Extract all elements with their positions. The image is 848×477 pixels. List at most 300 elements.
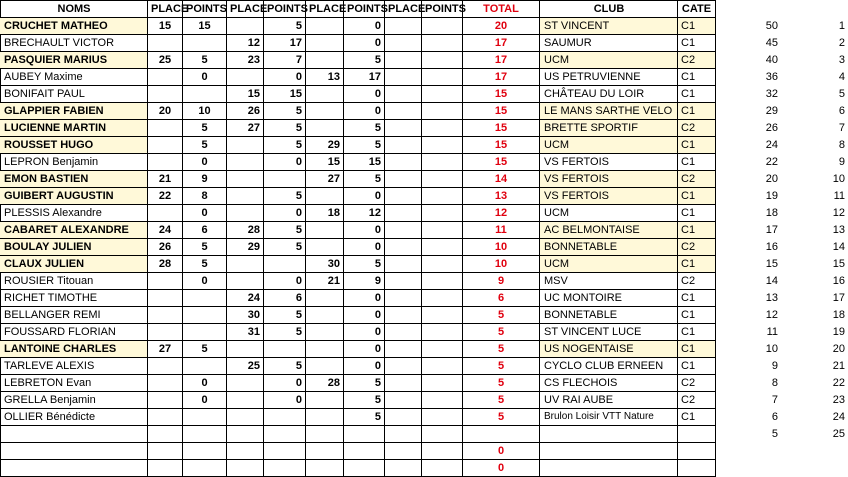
rank-points-cell[interactable]: 8 <box>771 377 778 389</box>
club-cell[interactable]: CHÂTEAU DU LOIR <box>540 86 678 103</box>
total-cell[interactable]: 5 <box>463 324 540 341</box>
club-cell[interactable] <box>540 460 678 477</box>
place-1-cell[interactable] <box>148 426 183 443</box>
name-cell[interactable]: ROUSSET HUGO <box>0 137 148 154</box>
points-4-cell[interactable] <box>422 460 463 477</box>
rank-number-cell[interactable]: 13 <box>832 224 845 236</box>
header-points-2[interactable]: POINTS <box>264 1 306 18</box>
rank-points-cell[interactable]: 16 <box>765 241 778 253</box>
place-4-cell[interactable] <box>385 103 422 120</box>
rank-points-cell[interactable]: 29 <box>765 105 778 117</box>
cate-cell[interactable]: C1 <box>678 188 716 205</box>
rank-points-cell[interactable]: 15 <box>765 258 778 270</box>
club-cell[interactable]: CYCLO CLUB ERNEEN <box>540 358 678 375</box>
place-2-cell[interactable] <box>227 426 264 443</box>
place-4-cell[interactable] <box>385 273 422 290</box>
points-1-cell[interactable] <box>183 358 227 375</box>
cate-cell[interactable]: C1 <box>678 18 716 35</box>
rank-points-cell[interactable]: 6 <box>771 411 778 423</box>
points-4-cell[interactable] <box>422 137 463 154</box>
place-1-cell[interactable] <box>148 409 183 426</box>
club-cell[interactable] <box>540 426 678 443</box>
rank-number-cell[interactable]: 11 <box>833 190 845 202</box>
cate-cell[interactable]: C1 <box>678 137 716 154</box>
place-2-cell[interactable] <box>227 69 264 86</box>
total-cell[interactable]: 9 <box>463 273 540 290</box>
place-3-cell[interactable] <box>306 188 344 205</box>
rank-number-cell[interactable]: 24 <box>832 411 845 423</box>
rank-number-cell[interactable]: 2 <box>838 37 845 49</box>
club-cell[interactable]: BONNETABLE <box>540 239 678 256</box>
name-cell[interactable]: EMON BASTIEN <box>0 171 148 188</box>
points-1-cell[interactable]: 9 <box>183 171 227 188</box>
points-2-cell[interactable]: 5 <box>264 137 306 154</box>
name-cell[interactable]: GRELLA Benjamin <box>0 392 148 409</box>
points-2-cell[interactable]: 5 <box>264 188 306 205</box>
place-4-cell[interactable] <box>385 86 422 103</box>
rank-number-cell[interactable]: 4 <box>838 71 845 83</box>
points-2-cell[interactable] <box>264 460 306 477</box>
points-1-cell[interactable]: 5 <box>183 341 227 358</box>
header-club[interactable]: CLUB <box>540 1 678 18</box>
points-3-cell[interactable] <box>344 460 385 477</box>
name-cell[interactable]: BELLANGER REMI <box>0 307 148 324</box>
rank-points-cell[interactable]: 45 <box>765 37 778 49</box>
place-4-cell[interactable] <box>385 18 422 35</box>
rank-number-cell[interactable]: 3 <box>838 54 845 66</box>
cate-cell[interactable]: C1 <box>678 35 716 52</box>
points-1-cell[interactable]: 0 <box>183 375 227 392</box>
place-2-cell[interactable]: 15 <box>227 86 264 103</box>
total-cell[interactable]: 12 <box>463 205 540 222</box>
points-3-cell[interactable]: 0 <box>344 86 385 103</box>
points-1-cell[interactable]: 0 <box>183 154 227 171</box>
place-2-cell[interactable] <box>227 409 264 426</box>
place-4-cell[interactable] <box>385 341 422 358</box>
place-2-cell[interactable] <box>227 392 264 409</box>
points-2-cell[interactable] <box>264 341 306 358</box>
club-cell[interactable]: AC BELMONTAISE <box>540 222 678 239</box>
name-cell[interactable]: CABARET ALEXANDRE <box>0 222 148 239</box>
rank-points-cell[interactable]: 24 <box>765 139 778 151</box>
cate-cell[interactable]: C1 <box>678 358 716 375</box>
place-4-cell[interactable] <box>385 35 422 52</box>
place-1-cell[interactable] <box>148 35 183 52</box>
place-1-cell[interactable] <box>148 460 183 477</box>
name-cell[interactable]: FOUSSARD FLORIAN <box>0 324 148 341</box>
points-3-cell[interactable]: 12 <box>344 205 385 222</box>
rank-number-cell[interactable]: 6 <box>838 105 845 117</box>
points-1-cell[interactable]: 0 <box>183 392 227 409</box>
place-1-cell[interactable]: 26 <box>148 239 183 256</box>
rank-points-cell[interactable] <box>716 460 781 477</box>
points-3-cell[interactable]: 0 <box>344 18 385 35</box>
place-4-cell[interactable] <box>385 69 422 86</box>
name-cell[interactable]: OLLIER Bénédicte <box>0 409 148 426</box>
points-3-cell[interactable]: 0 <box>344 341 385 358</box>
name-cell[interactable]: PLESSIS Alexandre <box>0 205 148 222</box>
points-3-cell[interactable]: 17 <box>344 69 385 86</box>
place-4-cell[interactable] <box>385 154 422 171</box>
points-1-cell[interactable] <box>183 409 227 426</box>
club-cell[interactable]: LE MANS SARTHE VELO <box>540 103 678 120</box>
rank-number-cell[interactable]: 20 <box>832 343 845 355</box>
points-2-cell[interactable]: 5 <box>264 324 306 341</box>
rank-points-cell[interactable]: 12 <box>765 309 778 321</box>
points-2-cell[interactable]: 5 <box>264 358 306 375</box>
place-2-cell[interactable] <box>227 375 264 392</box>
place-2-cell[interactable]: 26 <box>227 103 264 120</box>
place-1-cell[interactable]: 24 <box>148 222 183 239</box>
rank-points-cell[interactable]: 26 <box>765 122 778 134</box>
place-3-cell[interactable]: 29 <box>306 137 344 154</box>
name-cell[interactable]: AUBEY Maxime <box>0 69 148 86</box>
place-4-cell[interactable] <box>385 188 422 205</box>
points-3-cell[interactable]: 5 <box>344 392 385 409</box>
place-1-cell[interactable] <box>148 324 183 341</box>
cate-cell[interactable]: C1 <box>678 409 716 426</box>
points-4-cell[interactable] <box>422 171 463 188</box>
cate-cell[interactable]: C2 <box>678 239 716 256</box>
points-3-cell[interactable]: 15 <box>344 154 385 171</box>
total-cell[interactable]: 5 <box>463 341 540 358</box>
header-points-3[interactable]: POINTS <box>344 1 385 18</box>
total-cell[interactable]: 15 <box>463 86 540 103</box>
place-3-cell[interactable] <box>306 460 344 477</box>
place-2-cell[interactable]: 30 <box>227 307 264 324</box>
points-2-cell[interactable]: 17 <box>264 35 306 52</box>
points-1-cell[interactable]: 5 <box>183 52 227 69</box>
rank-points-cell[interactable]: 9 <box>771 360 778 372</box>
rank-number-cell[interactable]: 10 <box>832 173 845 185</box>
club-cell[interactable]: US PETRUVIENNE <box>540 69 678 86</box>
cate-cell[interactable]: C1 <box>678 154 716 171</box>
place-1-cell[interactable] <box>148 205 183 222</box>
place-3-cell[interactable] <box>306 18 344 35</box>
name-cell[interactable]: RICHET TIMOTHE <box>0 290 148 307</box>
place-3-cell[interactable] <box>306 307 344 324</box>
rank-number-cell[interactable] <box>781 460 847 477</box>
club-cell[interactable]: US NOGENTAISE <box>540 341 678 358</box>
cate-cell[interactable] <box>678 460 716 477</box>
place-3-cell[interactable] <box>306 358 344 375</box>
points-1-cell[interactable]: 0 <box>183 273 227 290</box>
rank-points-cell[interactable]: 20 <box>765 173 778 185</box>
place-3-cell[interactable]: 27 <box>306 171 344 188</box>
club-cell[interactable] <box>540 443 678 460</box>
place-1-cell[interactable] <box>148 358 183 375</box>
points-4-cell[interactable] <box>422 154 463 171</box>
name-cell[interactable]: TARLEVE ALEXIS <box>0 358 148 375</box>
total-cell[interactable]: 17 <box>463 52 540 69</box>
rank-number-cell[interactable] <box>781 443 847 460</box>
total-cell[interactable]: 17 <box>463 35 540 52</box>
name-cell[interactable]: ROUSIER Titouan <box>0 273 148 290</box>
points-1-cell[interactable]: 5 <box>183 120 227 137</box>
cate-cell[interactable]: C2 <box>678 52 716 69</box>
rank-points-cell[interactable]: 19 <box>765 190 778 202</box>
points-3-cell[interactable]: 0 <box>344 188 385 205</box>
rank-number-cell[interactable]: 21 <box>832 360 845 372</box>
place-2-cell[interactable]: 29 <box>227 239 264 256</box>
place-1-cell[interactable]: 22 <box>148 188 183 205</box>
club-cell[interactable]: CS FLECHOIS <box>540 375 678 392</box>
total-cell[interactable]: 15 <box>463 120 540 137</box>
club-cell[interactable]: VS FERTOIS <box>540 188 678 205</box>
points-3-cell[interactable]: 5 <box>344 256 385 273</box>
place-2-cell[interactable]: 27 <box>227 120 264 137</box>
points-1-cell[interactable] <box>183 35 227 52</box>
points-3-cell[interactable]: 0 <box>344 222 385 239</box>
points-4-cell[interactable] <box>422 307 463 324</box>
name-cell[interactable] <box>0 426 148 443</box>
total-cell[interactable] <box>463 426 540 443</box>
place-3-cell[interactable] <box>306 409 344 426</box>
points-2-cell[interactable]: 0 <box>264 69 306 86</box>
place-3-cell[interactable] <box>306 392 344 409</box>
club-cell[interactable]: Brulon Loisir VTT Nature <box>540 409 678 426</box>
place-2-cell[interactable]: 24 <box>227 290 264 307</box>
points-2-cell[interactable]: 0 <box>264 273 306 290</box>
total-cell[interactable]: 15 <box>463 137 540 154</box>
place-3-cell[interactable]: 13 <box>306 69 344 86</box>
place-2-cell[interactable] <box>227 460 264 477</box>
rank-points-cell[interactable]: 50 <box>765 20 778 32</box>
place-4-cell[interactable] <box>385 443 422 460</box>
place-2-cell[interactable] <box>227 256 264 273</box>
points-2-cell[interactable] <box>264 426 306 443</box>
points-3-cell[interactable]: 0 <box>344 307 385 324</box>
points-2-cell[interactable]: 5 <box>264 307 306 324</box>
points-1-cell[interactable] <box>183 443 227 460</box>
name-cell[interactable]: LEPRON Benjamin <box>0 154 148 171</box>
cate-cell[interactable]: C2 <box>678 273 716 290</box>
name-cell[interactable]: BONIFAIT PAUL <box>0 86 148 103</box>
cate-cell[interactable]: C1 <box>678 256 716 273</box>
rank-points-cell[interactable]: 17 <box>765 224 778 236</box>
points-3-cell[interactable]: 5 <box>344 375 385 392</box>
place-4-cell[interactable] <box>385 392 422 409</box>
cate-cell[interactable] <box>678 426 716 443</box>
rank-number-cell[interactable]: 1 <box>838 20 845 32</box>
points-4-cell[interactable] <box>422 273 463 290</box>
cate-cell[interactable]: C2 <box>678 171 716 188</box>
total-cell[interactable]: 11 <box>463 222 540 239</box>
rank-number-cell[interactable]: 12 <box>832 207 845 219</box>
place-4-cell[interactable] <box>385 239 422 256</box>
name-cell[interactable]: CRUCHET MATHEO <box>0 18 148 35</box>
place-1-cell[interactable] <box>148 120 183 137</box>
cate-cell[interactable]: C2 <box>678 375 716 392</box>
name-cell[interactable]: GUIBERT AUGUSTIN <box>0 188 148 205</box>
points-1-cell[interactable] <box>183 426 227 443</box>
rank-points-cell[interactable]: 14 <box>765 275 778 287</box>
points-3-cell[interactable]: 0 <box>344 324 385 341</box>
total-cell[interactable]: 15 <box>463 154 540 171</box>
total-cell[interactable]: 0 <box>463 460 540 477</box>
place-1-cell[interactable] <box>148 307 183 324</box>
place-2-cell[interactable]: 23 <box>227 52 264 69</box>
place-1-cell[interactable] <box>148 154 183 171</box>
rank-number-cell[interactable]: 25 <box>832 428 845 440</box>
points-1-cell[interactable]: 15 <box>183 18 227 35</box>
place-4-cell[interactable] <box>385 137 422 154</box>
points-3-cell[interactable]: 0 <box>344 290 385 307</box>
points-1-cell[interactable]: 5 <box>183 239 227 256</box>
place-3-cell[interactable] <box>306 341 344 358</box>
club-cell[interactable]: MSV <box>540 273 678 290</box>
name-cell[interactable]: BRECHAULT VICTOR <box>0 35 148 52</box>
points-4-cell[interactable] <box>422 290 463 307</box>
place-1-cell[interactable]: 21 <box>148 171 183 188</box>
points-2-cell[interactable]: 15 <box>264 86 306 103</box>
points-4-cell[interactable] <box>422 205 463 222</box>
rank-points-cell[interactable]: 18 <box>765 207 778 219</box>
points-4-cell[interactable] <box>422 222 463 239</box>
points-2-cell[interactable] <box>264 171 306 188</box>
total-cell[interactable]: 5 <box>463 409 540 426</box>
place-1-cell[interactable]: 25 <box>148 52 183 69</box>
place-3-cell[interactable]: 15 <box>306 154 344 171</box>
total-cell[interactable]: 0 <box>463 443 540 460</box>
rank-points-cell[interactable]: 5 <box>771 428 778 440</box>
rank-points-cell[interactable]: 7 <box>771 394 778 406</box>
total-cell[interactable]: 5 <box>463 392 540 409</box>
header-place-1[interactable]: PLACE <box>148 1 183 18</box>
points-2-cell[interactable]: 0 <box>264 154 306 171</box>
points-4-cell[interactable] <box>422 358 463 375</box>
points-2-cell[interactable]: 0 <box>264 375 306 392</box>
place-3-cell[interactable]: 21 <box>306 273 344 290</box>
place-1-cell[interactable] <box>148 375 183 392</box>
points-2-cell[interactable]: 5 <box>264 222 306 239</box>
cate-cell[interactable]: C1 <box>678 86 716 103</box>
place-2-cell[interactable]: 31 <box>227 324 264 341</box>
header-place-4[interactable]: PLACE <box>385 1 422 18</box>
place-2-cell[interactable] <box>227 171 264 188</box>
place-4-cell[interactable] <box>385 290 422 307</box>
place-2-cell[interactable] <box>227 188 264 205</box>
place-1-cell[interactable] <box>148 290 183 307</box>
rank-number-cell[interactable]: 7 <box>838 122 845 134</box>
cate-cell[interactable]: C1 <box>678 307 716 324</box>
club-cell[interactable]: ST VINCENT <box>540 18 678 35</box>
club-cell[interactable]: UCM <box>540 137 678 154</box>
rank-number-cell[interactable]: 9 <box>838 156 845 168</box>
cate-cell[interactable]: C1 <box>678 205 716 222</box>
club-cell[interactable]: UCM <box>540 205 678 222</box>
place-3-cell[interactable]: 18 <box>306 205 344 222</box>
points-1-cell[interactable]: 6 <box>183 222 227 239</box>
place-1-cell[interactable] <box>148 392 183 409</box>
rank-number-cell[interactable]: 19 <box>832 326 845 338</box>
club-cell[interactable]: BONNETABLE <box>540 307 678 324</box>
points-4-cell[interactable] <box>422 103 463 120</box>
name-cell[interactable] <box>0 443 148 460</box>
place-4-cell[interactable] <box>385 120 422 137</box>
points-2-cell[interactable]: 0 <box>264 392 306 409</box>
rank-points-cell[interactable]: 40 <box>765 54 778 66</box>
header-total[interactable]: TOTAL <box>463 1 540 18</box>
place-4-cell[interactable] <box>385 307 422 324</box>
place-1-cell[interactable] <box>148 443 183 460</box>
total-cell[interactable]: 13 <box>463 188 540 205</box>
total-cell[interactable]: 5 <box>463 358 540 375</box>
points-3-cell[interactable]: 5 <box>344 137 385 154</box>
total-cell[interactable]: 14 <box>463 171 540 188</box>
club-cell[interactable]: BRETTE SPORTIF <box>540 120 678 137</box>
place-1-cell[interactable] <box>148 69 183 86</box>
rank-number-cell[interactable]: 5 <box>838 88 845 100</box>
place-1-cell[interactable]: 15 <box>148 18 183 35</box>
points-4-cell[interactable] <box>422 188 463 205</box>
cate-cell[interactable]: C1 <box>678 341 716 358</box>
points-4-cell[interactable] <box>422 443 463 460</box>
rank-points-cell[interactable]: 36 <box>765 71 778 83</box>
points-4-cell[interactable] <box>422 52 463 69</box>
points-3-cell[interactable] <box>344 443 385 460</box>
place-2-cell[interactable] <box>227 18 264 35</box>
points-2-cell[interactable] <box>264 443 306 460</box>
points-2-cell[interactable]: 6 <box>264 290 306 307</box>
place-3-cell[interactable] <box>306 426 344 443</box>
place-4-cell[interactable] <box>385 222 422 239</box>
points-4-cell[interactable] <box>422 69 463 86</box>
points-1-cell[interactable]: 5 <box>183 256 227 273</box>
points-1-cell[interactable] <box>183 460 227 477</box>
name-cell[interactable]: LEBRETON Evan <box>0 375 148 392</box>
place-4-cell[interactable] <box>385 426 422 443</box>
points-1-cell[interactable]: 10 <box>183 103 227 120</box>
place-4-cell[interactable] <box>385 205 422 222</box>
cate-cell[interactable]: C1 <box>678 290 716 307</box>
club-cell[interactable]: ST VINCENT LUCE <box>540 324 678 341</box>
header-cate[interactable]: CATE <box>678 1 716 18</box>
total-cell[interactable]: 20 <box>463 18 540 35</box>
rank-points-cell[interactable]: 11 <box>766 326 778 338</box>
place-2-cell[interactable]: 28 <box>227 222 264 239</box>
place-4-cell[interactable] <box>385 52 422 69</box>
place-3-cell[interactable] <box>306 239 344 256</box>
points-1-cell[interactable] <box>183 324 227 341</box>
total-cell[interactable]: 6 <box>463 290 540 307</box>
place-1-cell[interactable] <box>148 86 183 103</box>
rank-points-cell[interactable]: 32 <box>765 88 778 100</box>
points-1-cell[interactable]: 8 <box>183 188 227 205</box>
points-3-cell[interactable]: 0 <box>344 103 385 120</box>
place-1-cell[interactable]: 28 <box>148 256 183 273</box>
points-2-cell[interactable]: 5 <box>264 103 306 120</box>
cate-cell[interactable] <box>678 443 716 460</box>
place-3-cell[interactable]: 30 <box>306 256 344 273</box>
rank-number-cell[interactable]: 14 <box>832 241 845 253</box>
rank-points-cell[interactable]: 10 <box>765 343 778 355</box>
rank-number-cell[interactable]: 8 <box>838 139 845 151</box>
points-2-cell[interactable]: 7 <box>264 52 306 69</box>
cate-cell[interactable]: C1 <box>678 69 716 86</box>
place-2-cell[interactable] <box>227 443 264 460</box>
place-2-cell[interactable] <box>227 205 264 222</box>
points-4-cell[interactable] <box>422 324 463 341</box>
rank-number-cell[interactable]: 17 <box>832 292 845 304</box>
name-cell[interactable]: LUCIENNE MARTIN <box>0 120 148 137</box>
points-3-cell[interactable]: 9 <box>344 273 385 290</box>
points-3-cell[interactable]: 5 <box>344 120 385 137</box>
place-4-cell[interactable] <box>385 324 422 341</box>
place-4-cell[interactable] <box>385 409 422 426</box>
points-1-cell[interactable] <box>183 86 227 103</box>
place-3-cell[interactable] <box>306 120 344 137</box>
